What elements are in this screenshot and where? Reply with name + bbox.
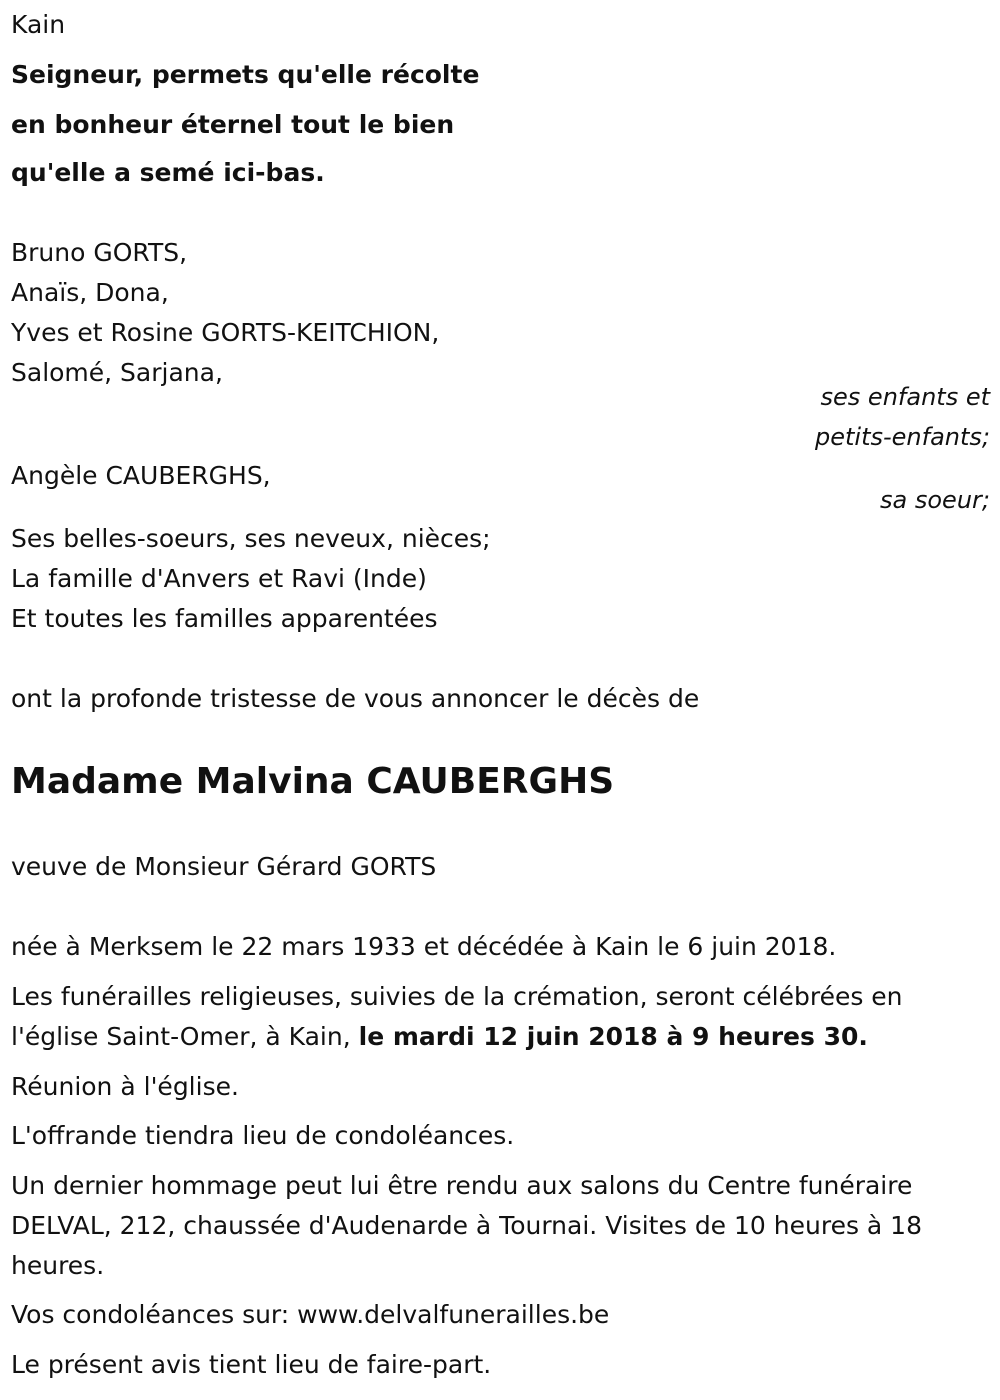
condolences-link[interactable]: Vos condoléances sur: www.delvalfunerailles.be <box>11 1300 610 1329</box>
announcement: ont la profonde tristesse de vous annoncer le décès de <box>11 684 700 713</box>
funeral-line-2 <box>11 1022 868 1052</box>
family-other-3: Et toutes les familles apparentées <box>11 604 438 633</box>
sister-role: sa soeur; <box>880 486 990 514</box>
funeral-datetime: le mardi 12 juin 2018 à 9 heures 30. <box>358 1022 868 1051</box>
family-other-1: Ses belles-soeurs, ses neveux, nièces; <box>11 524 491 553</box>
funeral-line-1: Les funérailles religieuses, suivies de la crémation, seront célébrées en <box>11 982 903 1011</box>
family-child-2: Anaïs, Dona, <box>11 278 169 307</box>
deceased-name: Madame Malvina CAUBERGHS <box>11 761 615 802</box>
notice: Le présent avis tient lieu de faire-part. <box>11 1350 492 1379</box>
birth-death: née à Merksem le 22 mars 1933 et décédée à Kain le 6 juin 2018. <box>11 932 837 961</box>
family-child-3: Yves et Rosine GORTS-KEITCHION, <box>11 318 440 347</box>
meeting: Réunion à l'église. <box>11 1072 239 1101</box>
children-role-1: ses enfants et <box>820 383 990 411</box>
tribute-line-2: DELVAL, 212, chaussée d'Audenarde à Tournai. Visites de 10 heures à 18 <box>11 1211 922 1240</box>
tribute-line-3: heures. <box>11 1251 105 1280</box>
widow-of: veuve de Monsieur Gérard GORTS <box>11 852 437 881</box>
tribute-line-1: Un dernier hommage peut lui être rendu aux salons du Centre funéraire <box>11 1171 913 1200</box>
funeral-location: l'église Saint-Omer, à Kain, <box>11 1022 359 1051</box>
place: Kain <box>11 10 66 39</box>
verse-line-1: Seigneur, permets qu'elle récolte <box>11 60 480 89</box>
verse-line-3: qu'elle a semé ici-bas. <box>11 158 325 187</box>
family-child-4: Salomé, Sarjana, <box>11 358 223 387</box>
offering: L'offrande tiendra lieu de condoléances. <box>11 1121 515 1150</box>
verse-line-2: en bonheur éternel tout le bien <box>11 110 455 139</box>
family-other-2: La famille d'Anvers et Ravi (Inde) <box>11 564 427 593</box>
sister-name: Angèle CAUBERGHS, <box>11 461 271 490</box>
children-role-2: petits-enfants; <box>815 423 990 451</box>
family-child-1: Bruno GORTS, <box>11 238 188 267</box>
